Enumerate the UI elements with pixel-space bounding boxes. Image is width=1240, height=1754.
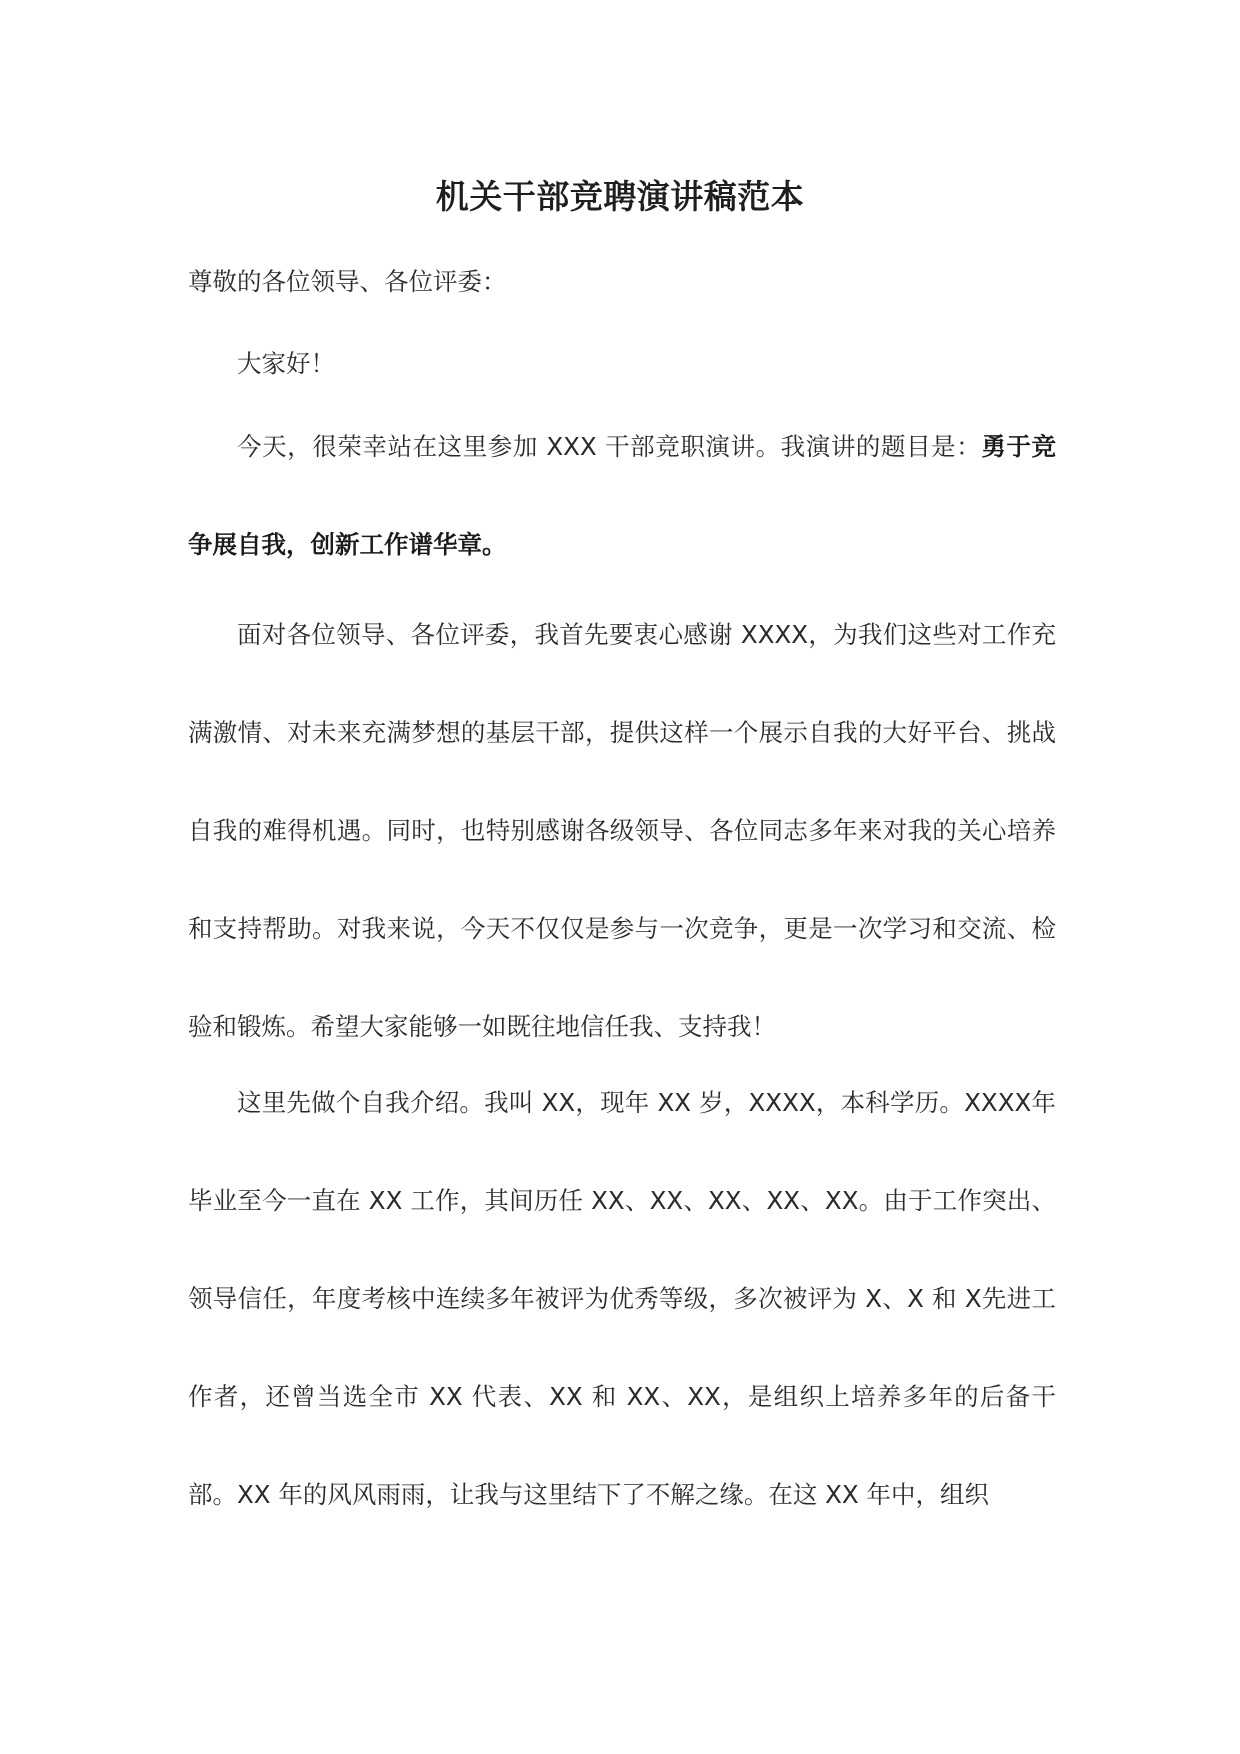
greeting: 大家好！ bbox=[237, 349, 335, 378]
paragraph-text: 今天，很荣幸站在这里参加 XXX 干部竞职演讲。我演讲的题目是： bbox=[237, 432, 982, 461]
paragraph-thanks: 面对各位领导、各位评委，我首先要衷心感谢 XXXX，为我们这些对工作充满激情、对未来充满梦想的基层干部，提供这样一个展示自我的大好平台、挑战自我的难得机遇。同时，也特别感谢各级领导、各位同志多年来对我的关心培养和支持帮助。对我来说，今天不仅仅是参与一次竞争，更是一次学习和交流、检验和锻炼。希望大家能够一如既往地信任我、支持我！ bbox=[188, 620, 1056, 1041]
paragraph-speech-topic bbox=[188, 398, 1056, 594]
paragraph-self-introduction: 这里先做个自我介绍。我叫 XX，现年 XX 岁，XXXX，本科学历。XXXX年毕业至今一直在 XX 工作，其间历任 XX、XX、XX、XX、XX。由于工作突出、领导信任，年度考核中连续多年被评为优秀等级，多次被评为 X、X 和 X先进工作者，还曾当选全市 XX 代表、XX 和 XX、XX，是组织上培养多年的后备干部。XX 年的风风雨雨，让我与这里结下了不解之缘。在这 XX 年中，组织 bbox=[188, 1088, 1056, 1509]
document-body bbox=[188, 262, 1056, 1544]
document-title: 机关干部竞聘演讲稿范本 bbox=[435, 177, 805, 216]
speech-topic-bold: 勇于竞争展自我，创新工作谱华章。 bbox=[188, 432, 1056, 559]
salutation: 尊敬的各位领导、各位评委： bbox=[188, 267, 507, 296]
